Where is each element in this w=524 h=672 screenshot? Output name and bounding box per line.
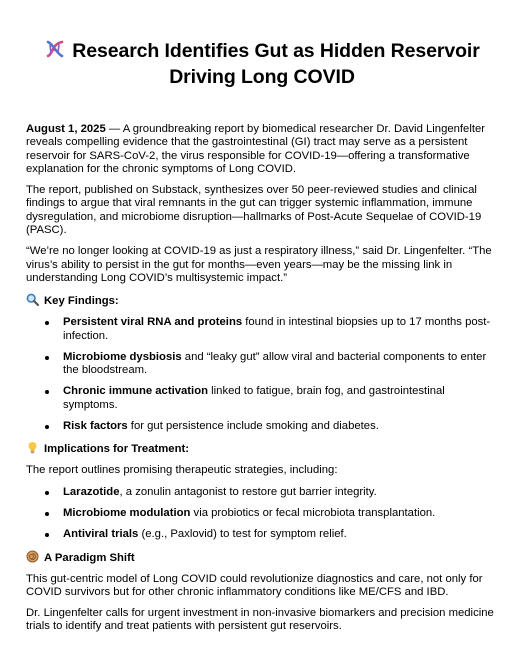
- list-item: [26, 385, 500, 412]
- list-item-text: , a zonulin antagonist to restore gut barrier integrity.: [119, 485, 377, 498]
- treatment-intro: The report outlines promising therapeutic strategies, including:: [26, 464, 338, 477]
- paradigm-heading: [26, 550, 500, 565]
- list-item-text: and “leaky gut” allow viral and bacterial components to enter the bloodstream.: [63, 350, 487, 377]
- intro-paragraph: [26, 123, 500, 176]
- article-title: [20, 38, 504, 90]
- list-item-bold: Risk factors: [63, 420, 128, 433]
- list-item-text: (e.g., Paxlovid) to test for symptom relief.: [138, 528, 347, 541]
- article-title-text: Research Identifies Gut as Hidden Reservoir Driving Long COVID: [72, 40, 480, 88]
- key-findings-heading-text: Key Findings:: [44, 295, 119, 308]
- magnifying-glass-icon: [26, 293, 39, 306]
- list-item-bold: Persistent viral RNA and proteins: [63, 316, 243, 329]
- intro-text: — A groundbreaking report by biomedical researcher Dr. David Lingenfelter reveals compelling evidence that the gastrointestinal (GI) tract may serve as a persistent reservoir for SARS-CoV-2, the virus responsible for COVID-19—offering a transformative explanation for the chronic symptoms of Long COVID.: [26, 123, 486, 175]
- article-body: [26, 123, 500, 642]
- paradigm-paragraph-1: This gut-centric model of Long COVID could revolutionize diagnostics and care, not only for COVID survivors but for other chronic inflammatory conditions like ME/CFS and IBD.: [26, 572, 483, 598]
- list-item-bold: Antiviral trials: [63, 528, 139, 541]
- list-item-bold: Chronic immune activation: [63, 385, 209, 398]
- list-item-text: via probiotics or fecal microbiota transplantation.: [190, 506, 436, 519]
- list-item-bold: Microbiome dysbiosis: [63, 350, 182, 363]
- list-item: [26, 507, 500, 520]
- list-item: [26, 316, 500, 343]
- quote-paragraph: “We’re no longer looking at COVID-19 as just a respiratory illness,” said Dr. Lingenfelter. “The virus’s ability to persist in the gut for months—even years—may be the missing link in understanding Long COVID’s multisystemic impact.”: [26, 245, 492, 284]
- list-item-bold: Microbiome modulation: [63, 506, 191, 519]
- lightbulb-icon: [26, 441, 39, 454]
- paradigm-heading-text: A Paradigm Shift: [44, 551, 135, 564]
- list-item-text: linked to fatigue, brain fog, and gastrointestinal symptoms.: [63, 385, 445, 411]
- list-item-text: found in intestinal biopsies up to 17 months post-infection.: [63, 316, 491, 342]
- treatment-heading: [26, 441, 500, 456]
- paradigm-paragraph-2: Dr. Lingenfelter calls for urgent investment in non-invasive biomarkers and precision medicine trials to identify and treat patients with persistent gut reservoirs.: [26, 607, 494, 633]
- summary-paragraph: The report, published on Substack, synthesizes over 50 peer-reviewed studies and clinical findings to argue that viral remnants in the gut can trigger systemic inflammation, immune dysregulation, and microbiome disruption—hallmarks of Post-Acute Sequelae of COVID-19 (PASC).: [26, 184, 482, 237]
- dna-icon: [44, 38, 66, 60]
- list-item: [26, 420, 500, 433]
- key-findings-list: [26, 316, 500, 433]
- list-item: [26, 528, 500, 541]
- list-item: [26, 351, 500, 378]
- list-item-bold: Larazotide: [63, 485, 120, 498]
- dateline: August 1, 2025: [26, 123, 106, 135]
- list-item: [26, 486, 500, 499]
- list-item-text: for gut persistence include smoking and diabetes.: [127, 420, 379, 433]
- treatment-heading-text: Implications for Treatment:: [44, 443, 190, 456]
- treatment-list: [26, 486, 500, 542]
- key-findings-heading: [26, 293, 500, 308]
- snail-icon: [26, 550, 39, 563]
